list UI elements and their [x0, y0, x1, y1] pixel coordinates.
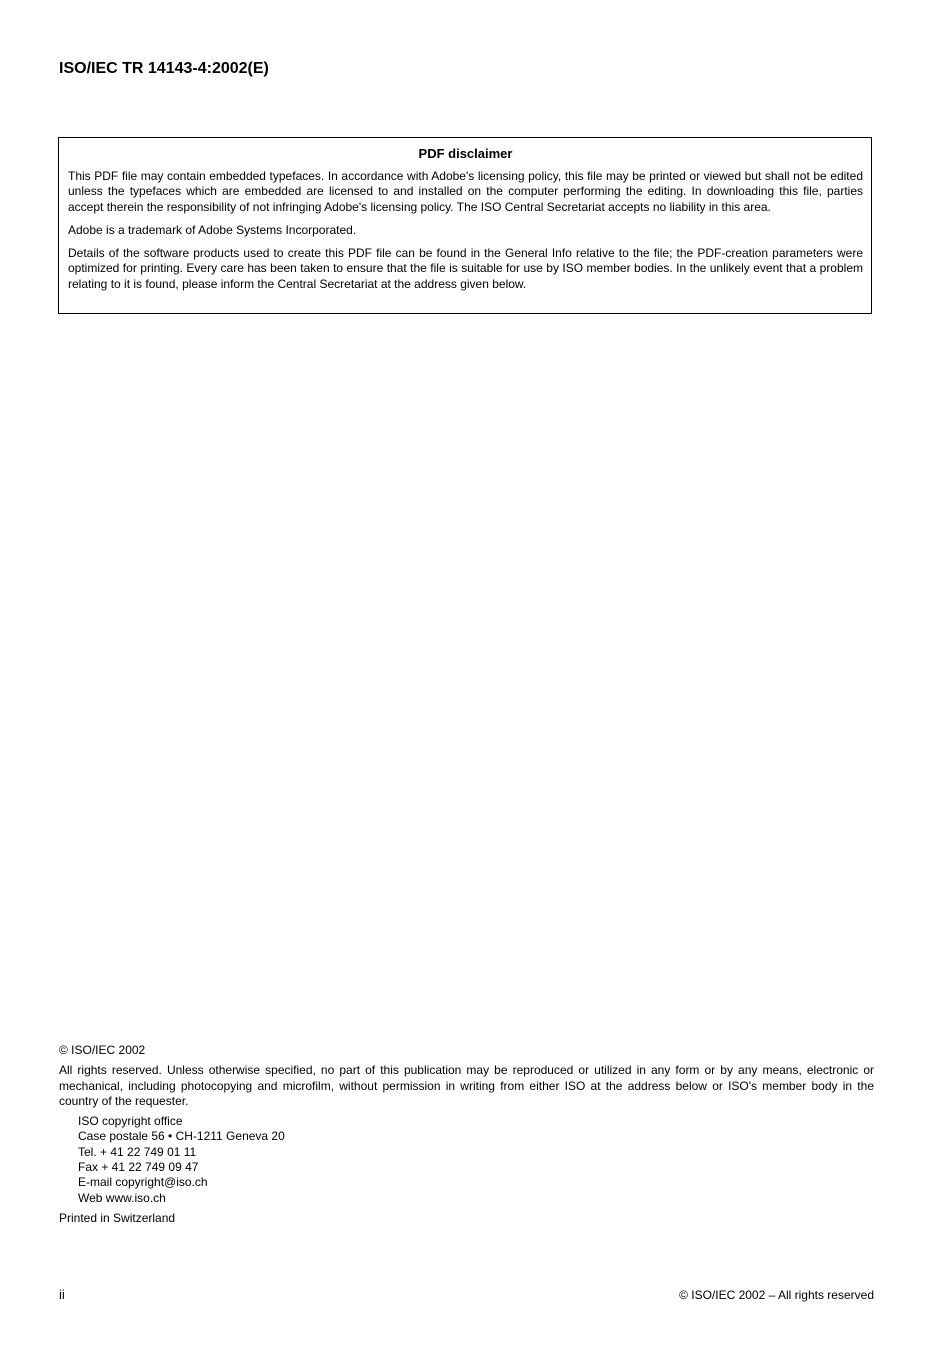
disclaimer-paragraph-software-details: Details of the software products used to create this PDF file can be found in the General Info relative to the file; the PDF-creation parameters were optimized for printing. Every care has been taken to ensure that the file is suitable for use by ISO member bodies. In the unlikely event that a problem relating to it is found, please inform the Central Secretariat at the address given below.	[68, 246, 863, 291]
office-email: E-mail copyright@iso.ch	[78, 1175, 208, 1190]
disclaimer-paragraph-licensing: This PDF file may contain embedded typefaces. In accordance with Adobe's licensing policy, this file may be printed or viewed but shall not be edited unless the typefaces which are embedded are licensed to and installed on the computer performing the editing. In downloading this file, parties accept therein the responsibility of not infringing Adobe's licensing policy. The ISO Central Secretariat accepts no liability in this area.	[68, 169, 863, 214]
printed-in-line: Printed in Switzerland	[59, 1210, 176, 1225]
pdf-disclaimer-box	[58, 137, 872, 314]
footer-copyright: © ISO/IEC 2002 – All rights reserved	[679, 1288, 874, 1302]
document-id-header: ISO/IEC TR 14143-4:2002(E)	[59, 60, 269, 77]
office-fax: Fax + 41 22 749 09 47	[78, 1160, 199, 1175]
page-number: ii	[59, 1287, 65, 1302]
office-telephone: Tel. + 41 22 749 01 11	[78, 1144, 197, 1159]
office-website: Web www.iso.ch	[78, 1190, 166, 1205]
office-postal-address: Case postale 56 • CH-1211 Geneva 20	[78, 1129, 285, 1144]
copyright-line: © ISO/IEC 2002	[59, 1043, 146, 1057]
iso-copyright-office-address	[59, 1114, 874, 1206]
disclaimer-paragraph-trademark: Adobe is a trademark of Adobe Systems Incorporated.	[68, 222, 357, 237]
office-name: ISO copyright office	[78, 1114, 183, 1129]
disclaimer-title: PDF disclaimer	[418, 146, 513, 161]
rights-reserved-paragraph: All rights reserved. Unless otherwise specified, no part of this publication may be reproduced or utilized in any form or by any means, electronic or mechanical, including photocopying and microfilm, without permission in writing from either ISO at the address below or ISO's member body in the country of the requester.	[59, 1063, 874, 1108]
copyright-notice	[59, 1043, 874, 1226]
page-footer	[59, 1287, 874, 1303]
